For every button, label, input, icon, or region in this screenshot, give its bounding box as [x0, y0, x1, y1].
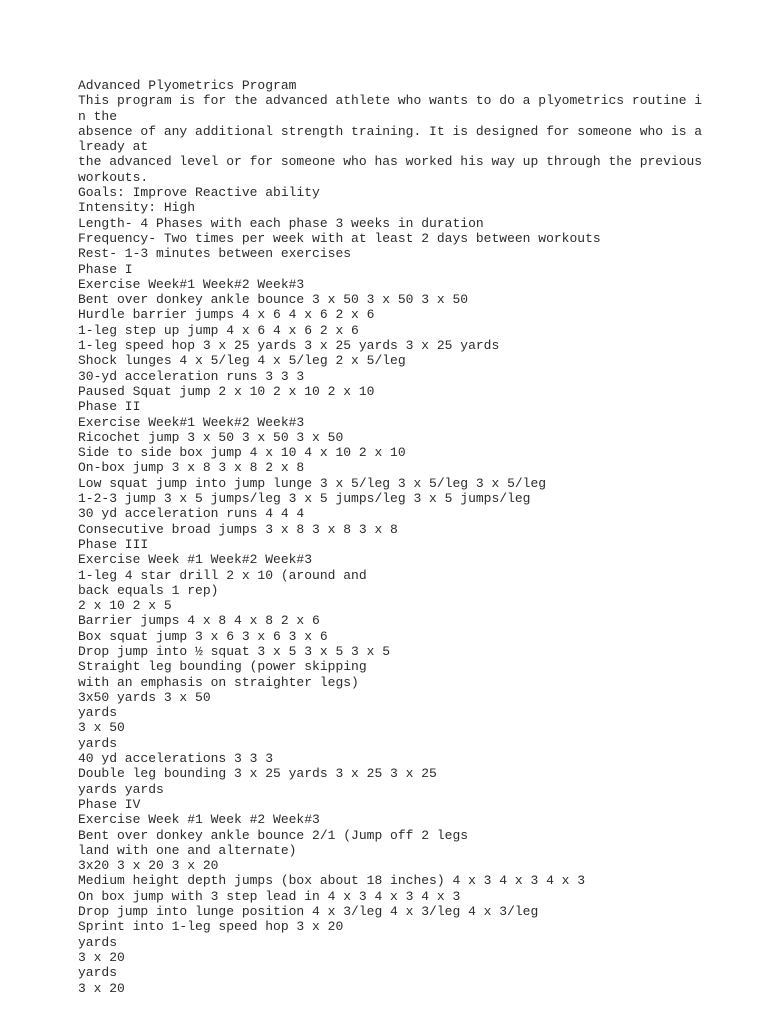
text-line: Length- 4 Phases with each phase 3 weeks in duration: [78, 215, 484, 231]
text-line: 2 x 10 2 x 5: [78, 598, 172, 614]
text-line: This program is for the advanced athlete who wants to do a plyometrics routine i: [78, 93, 703, 109]
text-line: On box jump with 3 step lead in 4 x 3 4 x 3 4 x 3: [78, 888, 461, 904]
text-line: 1-leg step up jump 4 x 6 4 x 6 2 x 6: [78, 322, 359, 338]
text-line: yards: [78, 735, 118, 751]
text-line: Exercise Week#1 Week#2 Week#3: [78, 276, 305, 292]
text-line: Double leg bounding 3 x 25 yards 3 x 25 3 x 25: [78, 766, 437, 782]
text-line: Box squat jump 3 x 6 3 x 6 3 x 6: [78, 628, 328, 644]
text-line: Consecutive broad jumps 3 x 8 3 x 8 3 x 8: [78, 521, 398, 537]
text-line: Phase IV: [78, 796, 141, 812]
text-line: back equals 1 rep): [78, 582, 219, 598]
text-line: n the: [78, 108, 118, 124]
text-line: Exercise Week#1 Week#2 Week#3: [78, 414, 305, 430]
text-line: Rest- 1-3 minutes between exercises: [78, 246, 352, 262]
text-line: yards: [78, 705, 118, 721]
text-line: Exercise Week #1 Week#2 Week#3: [78, 552, 313, 568]
text-line: Barrier jumps 4 x 8 4 x 8 2 x 6: [78, 613, 320, 629]
text-line: Bent over donkey ankle bounce 2/1 (Jump off 2 legs: [78, 827, 469, 843]
text-line: 3x20 3 x 20 3 x 20: [78, 858, 219, 874]
text-line: Paused Squat jump 2 x 10 2 x 10 2 x 10: [78, 383, 375, 399]
text-line: Intensity: High: [78, 200, 196, 216]
text-line: Advanced Plyometrics Program: [78, 78, 297, 93]
text-line: Exercise Week #1 Week #2 Week#3: [78, 812, 320, 828]
text-line: Phase II: [78, 399, 141, 415]
text-line: Medium height depth jumps (box about 18 inches) 4 x 3 4 x 3 4 x 3: [78, 873, 586, 889]
text-line: Goals: Improve Reactive ability: [78, 185, 320, 201]
text-line: 3 x 20: [78, 949, 125, 965]
text-line: 1-leg speed hop 3 x 25 yards 3 x 25 yards 3 x 25 yards: [78, 338, 500, 354]
text-line: land with one and alternate): [78, 842, 297, 858]
text-line: Side to side box jump 4 x 10 4 x 10 2 x 10: [78, 445, 406, 461]
text-line: yards: [78, 934, 118, 950]
text-line: Low squat jump into jump lunge 3 x 5/leg 3 x 5/leg 3 x 5/leg: [78, 475, 547, 491]
text-line: 1-leg 4 star drill 2 x 10 (around and: [78, 567, 367, 583]
text-line: Ricochet jump 3 x 50 3 x 50 3 x 50: [78, 429, 344, 445]
text-line: Frequency- Two times per week with at least 2 days between workouts: [78, 230, 601, 246]
text-line: absence of any additional strength training. It is designed for someone who is a: [78, 123, 703, 139]
text-line: with an emphasis on straighter legs): [78, 674, 359, 690]
text-line: Bent over donkey ankle bounce 3 x 50 3 x 50 3 x 50: [78, 292, 469, 308]
text-line: workouts.: [78, 169, 149, 185]
text-line: Hurdle barrier jumps 4 x 6 4 x 6 2 x 6: [78, 307, 375, 323]
text-line: Drop jump into ½ squat 3 x 5 3 x 5 3 x 5: [78, 643, 391, 659]
text-line: the advanced level or for someone who has worked his way up through the previous: [78, 154, 703, 170]
text-line: 40 yd accelerations 3 3 3: [78, 751, 274, 767]
text-line: yards yards: [78, 781, 164, 797]
text-line: Phase I: [78, 261, 133, 277]
document-body: [78, 78, 758, 996]
text-line: 3 x 50: [78, 720, 125, 736]
text-line: lready at: [78, 139, 149, 155]
text-line: 3 x 20: [78, 980, 125, 996]
text-line: Sprint into 1-leg speed hop 3 x 20: [78, 919, 344, 935]
text-line: Shock lunges 4 x 5/leg 4 x 5/leg 2 x 5/leg: [78, 353, 406, 369]
text-line: yards: [78, 965, 118, 981]
text-line: On-box jump 3 x 8 3 x 8 2 x 8: [78, 460, 305, 476]
text-line: 1-2-3 jump 3 x 5 jumps/leg 3 x 5 jumps/leg 3 x 5 jumps/leg: [78, 491, 531, 507]
text-line: Straight leg bounding (power skipping: [78, 659, 367, 675]
text-line: Drop jump into lunge position 4 x 3/leg 4 x 3/leg 4 x 3/leg: [78, 904, 539, 920]
text-line: 30-yd acceleration runs 3 3 3: [78, 368, 305, 384]
text-line: Phase III: [78, 536, 149, 552]
text-line: 30 yd acceleration runs 4 4 4: [78, 506, 305, 522]
text-line: 3x50 yards 3 x 50: [78, 689, 211, 705]
